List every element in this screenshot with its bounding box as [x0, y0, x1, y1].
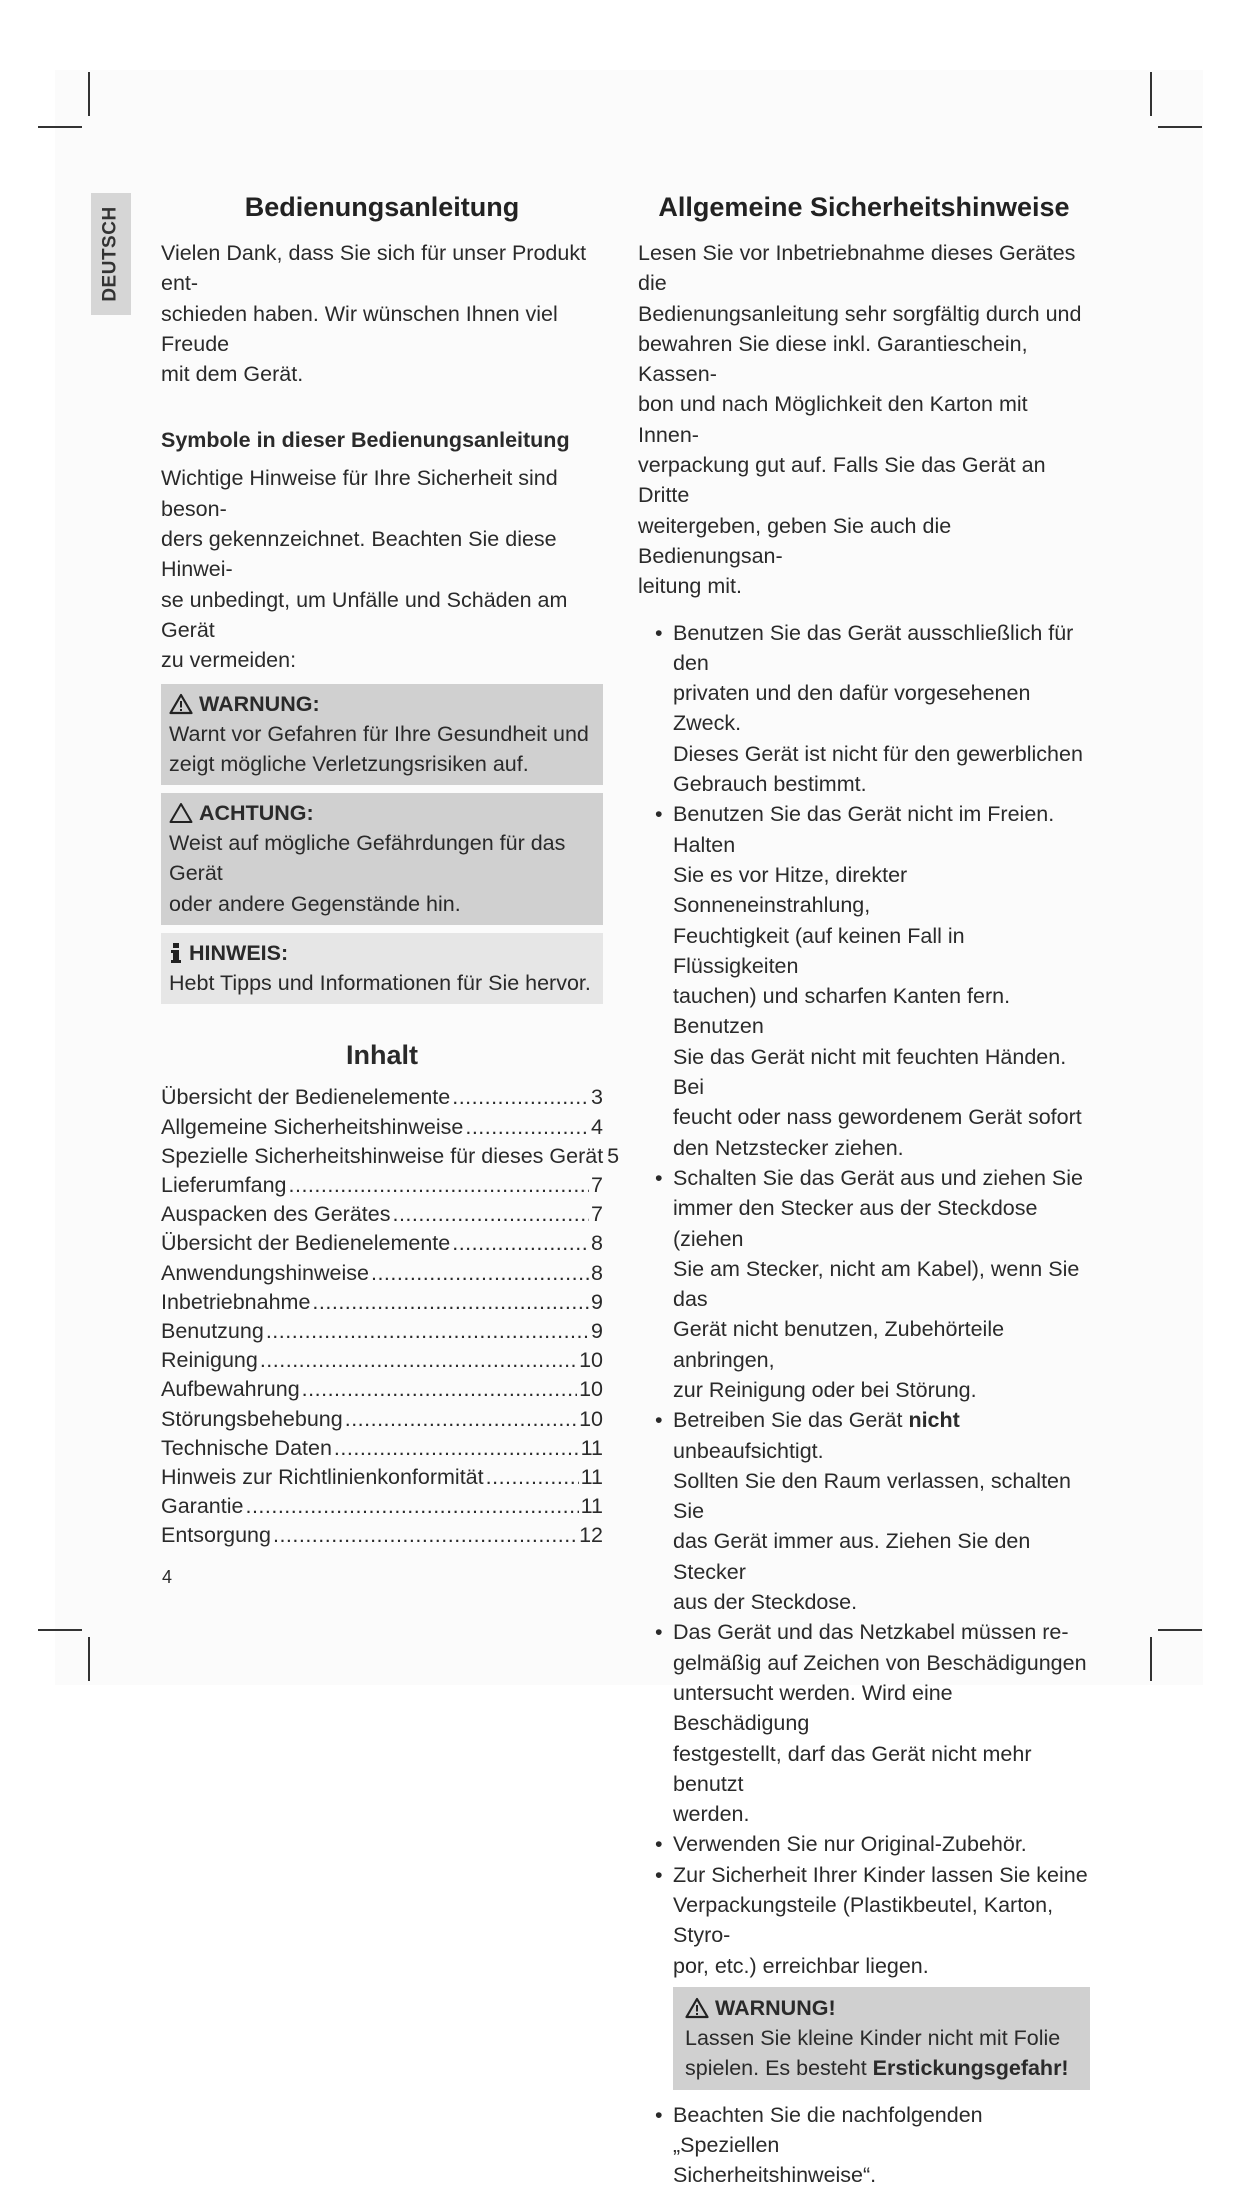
- toc-entry: [161, 1463, 603, 1492]
- bullet-line: den Netzstecker ziehen.: [673, 1135, 904, 1160]
- toc-entry-page: 10: [579, 1377, 603, 1402]
- toc-entry-label: Spezielle Sicherheitshinweise für dieses Gerät: [161, 1143, 604, 1168]
- bullet-dot: •: [655, 1165, 663, 1190]
- symbols-line: se unbedingt, um Unfälle und Schäden am Gerät: [161, 587, 568, 642]
- bullet-line: tauchen) und scharfen Kanten fern. Benutzen: [673, 984, 1011, 1039]
- intro-line: Vielen Dank, dass Sie sich für unser Produkt ent-: [161, 241, 587, 296]
- toc-entry-label: Allgemeine Sicherheitshinweise: [161, 1114, 464, 1139]
- note-box: [161, 933, 603, 1004]
- toc-entry-page: 11: [580, 1435, 603, 1460]
- symbols-line: Wichtige Hinweise für Ihre Sicherheit sind beson-: [161, 466, 558, 521]
- safety-bullet-list: [638, 618, 1090, 1981]
- table-of-contents: [161, 1083, 620, 1550]
- bullet-line: Sie am Stecker, nicht am Kabel), wenn Sie das: [673, 1256, 1080, 1312]
- child-warning-line: Lassen Sie kleine Kinder nicht mit Folie: [685, 2025, 1061, 2050]
- child-warning-box: [673, 1987, 1090, 2090]
- bullet-line: Benutzen Sie das Gerät ausschließlich für den: [673, 620, 1074, 675]
- bullet-line: Benutzen Sie das Gerät nicht im Freien. Halten: [673, 802, 1055, 857]
- bullet-dot: •: [655, 1862, 663, 1887]
- toc-entry-label: Störungsbehebung: [161, 1406, 343, 1431]
- toc-entry-label: Entsorgung: [161, 1523, 271, 1548]
- toc-leader-dots: [392, 1200, 589, 1229]
- bullet-line: por, etc.) erreichbar liegen.: [673, 1953, 929, 1978]
- toc-leader-dots: [266, 1317, 589, 1346]
- bullet-emphasis: nicht: [908, 1408, 960, 1433]
- toc-entry: [161, 1142, 620, 1171]
- toc-entry-label: Benutzung: [161, 1318, 264, 1343]
- toc-leader-dots: [260, 1346, 577, 1375]
- symbols-heading: Symbole in dieser Bedienungsanleitung: [161, 428, 570, 453]
- toc-entry-page: 8: [591, 1231, 603, 1256]
- caution-triangle-icon: [169, 802, 193, 824]
- crop-mark-tl-v: [88, 72, 90, 116]
- toc-entry-page: 5: [607, 1143, 620, 1168]
- toc-leader-dots: [289, 1171, 590, 1200]
- right-column: [638, 190, 1090, 2190]
- bullet-line: immer den Stecker aus der Steckdose (ziehen: [673, 1196, 1038, 1251]
- bullet-line: Sicherheitshinweise“.: [673, 2163, 877, 2188]
- warning-title: WARNUNG:: [199, 691, 320, 716]
- child-warning-line: [685, 2053, 1082, 2083]
- toc-entry-page: 11: [580, 1464, 603, 1489]
- toc-entry: [161, 1405, 603, 1434]
- bullet-line: Dieses Gerät ist nicht für den gewerblichen: [673, 741, 1083, 766]
- warning-box: [161, 684, 603, 786]
- final-bullet-list: [638, 2100, 1090, 2190]
- language-tab-label: DEUTSCH: [100, 206, 121, 302]
- toc-entry-label: Übersicht der Bedienelemente: [161, 1231, 451, 1256]
- toc-entry-page: 7: [591, 1172, 603, 1197]
- caution-title: ACHTUNG:: [199, 801, 314, 826]
- bullet-line: Feuchtigkeit (auf keinen Fall in Flüssigkeiten: [673, 923, 965, 978]
- bullet-line: untersucht werden. Wird eine Beschädigung: [673, 1680, 953, 1736]
- crop-mark-br-h: [1158, 1629, 1202, 1631]
- bullet-dot: •: [655, 802, 663, 827]
- bullet-dot: •: [655, 2102, 663, 2127]
- toc-entry-label: Technische Daten: [161, 1435, 332, 1460]
- bullet-line: das Gerät immer aus. Ziehen Sie den Stecker: [673, 1529, 1031, 1584]
- note-title: HINWEIS:: [189, 941, 289, 966]
- symbols-line: zu vermeiden:: [161, 648, 297, 673]
- list-item: [638, 1617, 1090, 1829]
- bullet-text: unbeaufsichtigt.: [673, 1438, 824, 1463]
- safety-intro-line: weitergeben, geben Sie auch die Bedienungsan-: [638, 513, 952, 568]
- safety-intro-line: bewahren Sie diese inkl. Garantieschein, Kassen-: [638, 331, 1028, 387]
- bullet-line: werden.: [673, 1802, 750, 1827]
- toc-leader-dots: [465, 1113, 589, 1142]
- safety-title: Allgemeine Sicherheitshinweise: [658, 192, 1070, 222]
- toc-entry: [161, 1229, 603, 1258]
- manual-title: Bedienungsanleitung: [244, 192, 520, 222]
- toc-entry-page: 11: [580, 1494, 603, 1519]
- toc-entry-page: 12: [579, 1523, 603, 1548]
- toc-entry: [161, 1083, 603, 1112]
- toc-leader-dots: [245, 1492, 578, 1521]
- info-icon: [169, 942, 183, 964]
- bullet-line: [673, 1408, 960, 1462]
- page-number: 4: [162, 1567, 173, 1587]
- toc-entry-label: Garantie: [161, 1494, 244, 1519]
- child-warning-text: spielen. Es besteht: [685, 2056, 873, 2081]
- toc-leader-dots: [371, 1259, 589, 1288]
- bullet-dot: •: [655, 1620, 663, 1645]
- toc-leader-dots: [334, 1434, 579, 1463]
- toc-entry: [161, 1200, 603, 1229]
- child-warning-title: WARNUNG!: [715, 1995, 836, 2020]
- warning-text-line: Warnt vor Gefahren für Ihre Gesundheit und: [169, 721, 589, 746]
- toc-entry-page: 9: [591, 1318, 603, 1343]
- bullet-line: Sollten Sie den Raum verlassen, schalten Sie: [673, 1468, 1071, 1524]
- bullet-line: Gerät nicht benutzen, Zubehörteile anbringen,: [673, 1317, 1005, 1372]
- safety-intro-line: leitung mit.: [638, 574, 742, 599]
- bullet-text: Betreiben Sie das Gerät: [673, 1408, 909, 1433]
- bullet-line: Das Gerät und das Netzkabel müssen re-: [673, 1620, 1069, 1645]
- intro-line: mit dem Gerät.: [161, 362, 304, 387]
- crop-mark-tl-h: [38, 126, 82, 128]
- bullet-line: festgestellt, darf das Gerät nicht mehr benutzt: [673, 1741, 1032, 1796]
- bullet-dot: •: [655, 1408, 663, 1433]
- caution-text-line: Weist auf mögliche Gefährdungen für das Gerät: [169, 831, 566, 886]
- bullet-line: Verpackungsteile (Plastikbeutel, Karton, Styro-: [673, 1893, 1054, 1948]
- safety-intro-line: verpackung gut auf. Falls Sie das Gerät an Dritte: [638, 453, 1046, 508]
- list-item: [638, 618, 1090, 800]
- warning-triangle-icon: [169, 693, 193, 715]
- crop-mark-bl-v: [88, 1637, 90, 1681]
- toc-entry-label: Übersicht der Bedienelemente: [161, 1085, 451, 1110]
- caution-box: [161, 793, 603, 925]
- toc-entry: [161, 1434, 603, 1463]
- warning-text-line: zeigt mögliche Verletzungsrisiken auf.: [169, 751, 529, 776]
- list-item: [638, 2100, 1090, 2190]
- warning-triangle-icon: [685, 1997, 709, 2019]
- language-tab: [91, 193, 131, 315]
- bullet-dot: •: [655, 1832, 663, 1857]
- bullet-line: feucht oder nass gewordenem Gerät sofort: [673, 1105, 1082, 1130]
- intro-paragraph: [161, 238, 603, 389]
- toc-entry-label: Reinigung: [161, 1348, 258, 1373]
- toc-entry-page: 4: [591, 1114, 603, 1139]
- toc-leader-dots: [273, 1521, 577, 1550]
- toc-entry: [161, 1375, 603, 1404]
- caution-box-title: [169, 798, 595, 828]
- toc-leader-dots: [486, 1463, 579, 1492]
- toc-entry-label: Auspacken des Gerätes: [161, 1202, 391, 1227]
- toc-title: Inhalt: [346, 1040, 418, 1071]
- crop-mark-tr-v: [1150, 72, 1152, 116]
- toc-entry-label: Anwendungshinweise: [161, 1260, 369, 1285]
- intro-line: schieden haben. Wir wünschen Ihnen viel Freude: [161, 301, 558, 356]
- toc-entry: [161, 1113, 603, 1142]
- toc-entry-page: 7: [591, 1202, 603, 1227]
- toc-leader-dots: [345, 1405, 577, 1434]
- bullet-line: gelmäßig auf Zeichen von Beschädigungen: [673, 1650, 1087, 1675]
- toc-entry: [161, 1171, 603, 1200]
- bullet-line: Sie es vor Hitze, direkter Sonneneinstrahlung,: [673, 862, 908, 918]
- toc-entry-page: 8: [591, 1260, 603, 1285]
- safety-intro: [638, 238, 1090, 602]
- note-box-title: [169, 938, 595, 968]
- left-column: [161, 190, 620, 1551]
- bullet-line: Beachten Sie die nachfolgenden „Speziellen: [673, 2102, 983, 2157]
- toc-entry-page: 10: [579, 1348, 603, 1373]
- safety-intro-line: Bedienungsanleitung sehr sorgfältig durch und: [638, 301, 1082, 326]
- bullet-line: privaten und den dafür vorgesehenen Zweck.: [673, 681, 1031, 736]
- bullet-line: Verwenden Sie nur Original-Zubehör.: [673, 1832, 1027, 1857]
- list-item: [638, 1860, 1090, 1981]
- toc-entry-label: Hinweis zur Richtlinienkonformität: [161, 1464, 484, 1489]
- toc-entry-label: Inbetriebnahme: [161, 1289, 311, 1314]
- toc-entry: [161, 1492, 603, 1521]
- toc-entry-page: 10: [579, 1406, 603, 1431]
- list-item: [638, 1405, 1090, 1617]
- list-item: [638, 1829, 1090, 1859]
- note-text-line: Hebt Tipps und Informationen für Sie hervor.: [169, 971, 591, 996]
- list-item: [638, 1163, 1090, 1405]
- caution-text-line: oder andere Gegenstände hin.: [169, 891, 461, 916]
- toc-entry: [161, 1346, 603, 1375]
- toc-leader-dots: [312, 1288, 589, 1317]
- bullet-line: aus der Steckdose.: [673, 1590, 858, 1615]
- toc-leader-dots: [452, 1229, 589, 1258]
- bullet-line: zur Reinigung oder bei Störung.: [673, 1377, 977, 1402]
- bullet-line: Sie das Gerät nicht mit feuchten Händen. Bei: [673, 1044, 1067, 1100]
- child-warning-emphasis: Erstickungsgefahr!: [872, 2056, 1069, 2081]
- toc-entry-label: Aufbewahrung: [161, 1377, 300, 1402]
- bullet-line: Zur Sicherheit Ihrer Kinder lassen Sie keine: [673, 1862, 1088, 1887]
- toc-entry-page: 3: [591, 1085, 603, 1110]
- toc-entry-label: Lieferumfang: [161, 1172, 287, 1197]
- warning-box-title: [169, 689, 595, 719]
- safety-intro-line: bon und nach Möglichkeit den Karton mit Innen-: [638, 392, 1028, 447]
- safety-intro-line: Lesen Sie vor Inbetriebnahme dieses Gerätes die: [638, 241, 1076, 296]
- symbols-line: ders gekennzeichnet. Beachten Sie diese Hinwei-: [161, 527, 557, 582]
- toc-leader-dots: [302, 1375, 577, 1404]
- crop-mark-bl-h: [38, 1629, 82, 1631]
- bullet-line: Schalten Sie das Gerät aus und ziehen Sie: [673, 1165, 1083, 1190]
- bullet-dot: •: [655, 620, 663, 645]
- bullet-line: Gebrauch bestimmt.: [673, 772, 867, 797]
- toc-entry: [161, 1521, 603, 1550]
- child-warning-title-row: [685, 1993, 1082, 2023]
- list-item: [638, 799, 1090, 1163]
- toc-entry: [161, 1259, 603, 1288]
- toc-entry: [161, 1288, 603, 1317]
- crop-mark-br-v: [1150, 1637, 1152, 1681]
- toc-entry-page: 9: [591, 1289, 603, 1314]
- crop-mark-tr-h: [1158, 126, 1202, 128]
- toc-entry: [161, 1317, 603, 1346]
- toc-leader-dots: [452, 1083, 589, 1112]
- symbols-paragraph: [161, 463, 603, 675]
